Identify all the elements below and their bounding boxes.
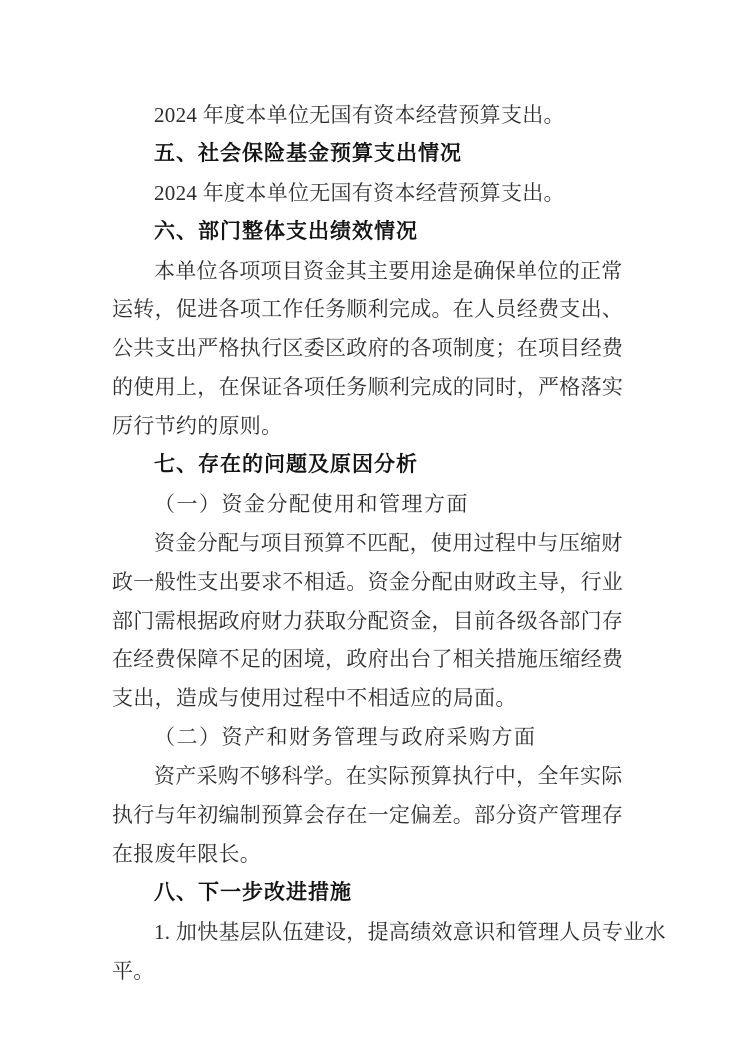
text-line: 部门需根据政府财力获取分配资金，目前各级各部门存 — [112, 608, 624, 633]
text-line: 在报废年限长。 — [112, 841, 262, 866]
text-line: （一）资金分配使用和管理方面 — [154, 491, 469, 516]
body-paragraph — [112, 96, 622, 135]
text-line: （二）资产和财务管理与政府采购方面 — [154, 725, 537, 750]
text-line: 1. 加快基层队伍建设，提高绩效意识和管理人员专业水 — [154, 919, 666, 944]
body-paragraph — [112, 252, 622, 446]
text-line: 本单位各项项目资金其主要用途是确保单位的正常 — [154, 258, 623, 283]
text-line: 平。 — [112, 958, 155, 983]
text-line: 五、社会保险基金预算支出情况 — [154, 141, 462, 165]
text-line: 的使用上，在保证各项任务顺利完成的同时，严格落实 — [112, 375, 624, 400]
body-paragraph — [112, 913, 666, 991]
text-line: 执行与年初编制预算会存在一定偏差。部分资产管理存 — [112, 803, 624, 828]
text-line: 运转，促进各项工作任务顺利完成。在人员经费支出、 — [112, 297, 624, 322]
body-paragraph — [112, 757, 622, 874]
text-line: 2024 年度本单位无国有资本经营预算支出。 — [154, 180, 565, 205]
text-line: 八、下一步改进措施 — [154, 880, 352, 904]
body-paragraph — [112, 174, 622, 213]
text-line: 七、存在的问题及原因分析 — [154, 453, 418, 477]
section-heading — [112, 874, 622, 913]
page-content — [112, 96, 666, 990]
text-line: 资产采购不够科学。在实际预算执行中，全年实际 — [154, 764, 623, 789]
body-paragraph — [112, 524, 622, 718]
section-heading — [112, 213, 622, 252]
section-heading — [112, 135, 622, 174]
text-line: 六、部门整体支出绩效情况 — [154, 219, 418, 243]
text-line: 厉行节约的原则。 — [112, 414, 283, 439]
sub-section-heading — [112, 485, 622, 524]
text-line: 资金分配与项目预算不匹配，使用过程中与压缩财 — [154, 530, 623, 555]
text-line: 2024 年度本单位无国有资本经营预算支出。 — [154, 103, 565, 127]
sub-section-heading — [112, 718, 622, 757]
section-heading — [112, 446, 622, 485]
text-line: 在经费保障不足的困境，政府出台了相关措施压缩经费 — [112, 647, 624, 672]
text-line: 政一般性支出要求不相适。资金分配由财政主导，行业 — [112, 569, 624, 594]
text-line: 公共支出严格执行区委区政府的各项制度；在项目经费 — [112, 336, 624, 361]
text-line: 支出，造成与使用过程中不相适应的局面。 — [112, 686, 517, 711]
